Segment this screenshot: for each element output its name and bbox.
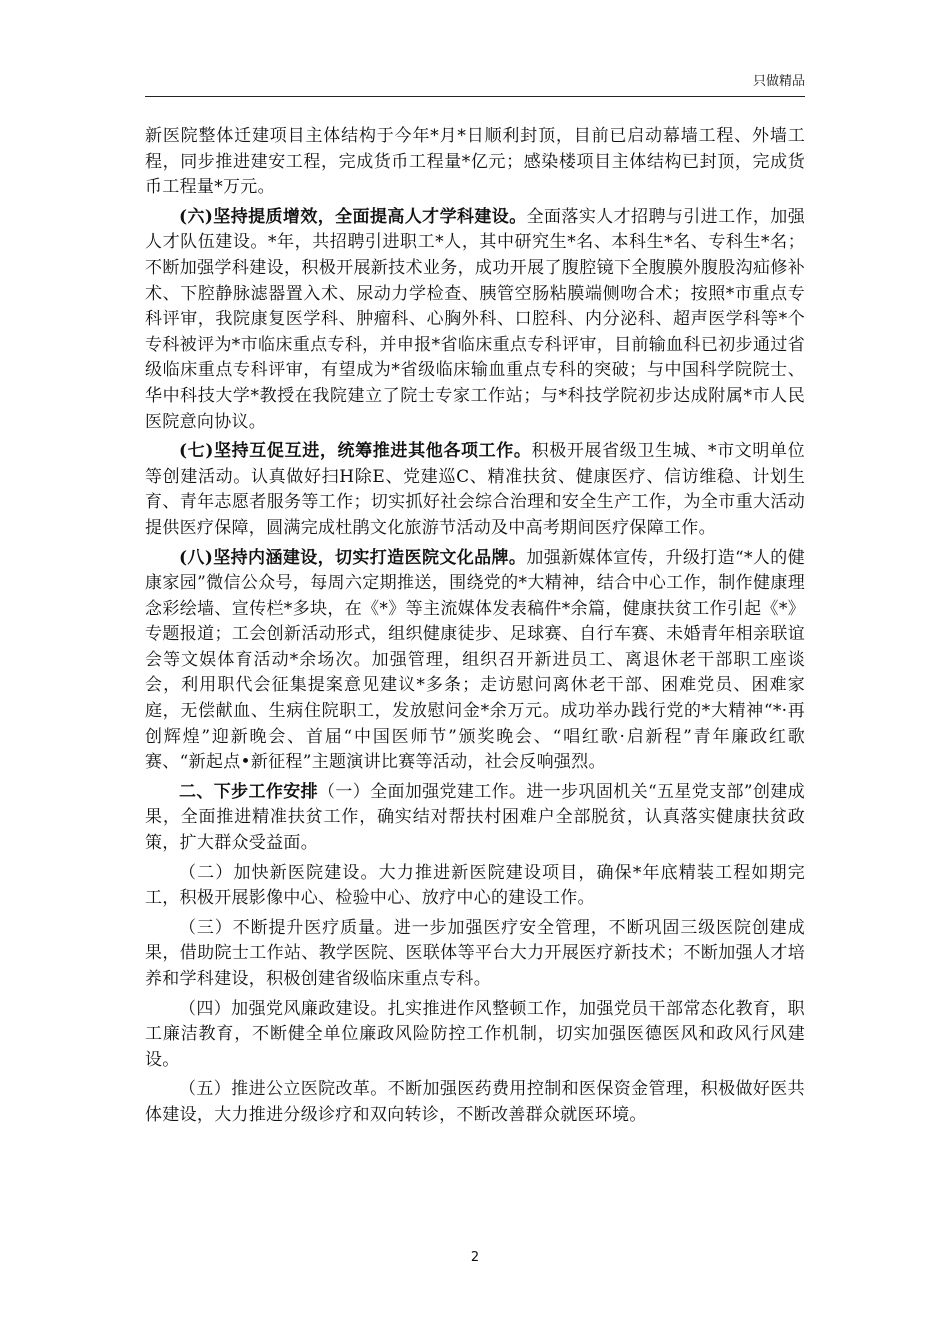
header-divider	[145, 96, 805, 97]
paragraph-2	[145, 205, 805, 435]
paragraph-body: （五）推进公立医院改革。不断加强医药费用控制和医保资金管理，积极做好医共体建设，大力推进分级诊疗和双向转诊，不断改善群众就医环境。	[145, 1079, 805, 1125]
paragraph-body: （三）不断提升医疗质量。进一步加强医疗安全管理，不断巩固三级医院创建成果，借助院士工作站、教学医院、医联体等平台大力开展医疗新技术；不断加强人才培养和学科建设，积极创建省级临床重点专科。	[145, 917, 805, 989]
paragraph-5	[145, 780, 805, 857]
paragraph-body: 新医院整体迁建项目主体结构于今年*月*日顺利封顶，目前已启动幕墙工程、外墙工程，同步推进建安工程，完成货币工程量*亿元；感染楼项目主体结构已封顶，完成货币工程量*万元。	[145, 126, 805, 198]
paragraph-8	[145, 997, 805, 1074]
section-heading-next-steps: 二、下步工作安排	[179, 781, 318, 802]
paragraph-body: （四）加强党风廉政建设。扎实推进作风整顿工作，加强党员干部常态化教育，职工廉洁教育，不断健全单位廉政风险防控工作机制，切实加强医德医风和政风行风建设。	[145, 998, 805, 1070]
paragraph-1	[145, 124, 805, 201]
paragraph-4	[145, 546, 805, 776]
paragraph-body: 积极开展省级卫生城、*市文明单位等创建活动。认真做好扫H除E、党建巡C、精准扶贫、健康医疗、信访维稳、计划生育、青年志愿者服务等工作；切实抓好社会综合治理和安全生产工作，为全市重大活动提供医疗保障，圆满完成杜鹃文化旅游节活动及中高考期间医疗保障工作。	[145, 441, 805, 538]
paragraph-3	[145, 439, 805, 541]
document-body	[145, 124, 805, 1133]
section-heading-6: (六)坚持提质增效，全面提高人才学科建设。	[179, 206, 527, 227]
paragraph-body: （二）加快新医院建设。大力推进新医院建设项目，确保*年底精装工程如期完工，积极开展影像中心、检验中心、放疗中心的建设工作。	[145, 862, 805, 909]
paragraph-9	[145, 1077, 805, 1128]
paragraph-body: （一）全面加强党建工作。进一步巩固机关“五星党支部”创建成果，全面推进精准扶贫工作，确实结对帮扶村困难户全部脱贫，认真落实健康扶贫政策，扩大群众受益面。	[145, 781, 805, 854]
paragraph-body: 全面落实人才招聘与引进工作，加强人才队伍建设。*年，共招聘引进职工*人，其中研究生*名、本科生*名、专科生*名；不断加强学科建设，积极开展新技术业务，成功开展了腹腔镜下全腹膜外腹股沟疝修补术、下腔静脉滤器置入术、尿动力学检查、胰管空肠粘膜端侧吻合术；按照*市重点专科评审，我院康复医学科、肿瘤科、心胸外科、口腔科、内分泌科、超声医学科等*个专科被评为*市临床重点专科，并申报*省临床重点专科评审，目前输血科已初步通过省级临床重点专科评审，有望成为*省级临床输血重点专科的突破；与中国科学院院士、华中科技大学*教授在我院建立了院士专家工作站；与*科技学院初步达成附属*市人民医院意向协议。	[145, 206, 805, 432]
paragraph-body: 加强新媒体宣传，升级打造“*人的健康家园”微信公众号，每周六定期推送，围绕党的*大精神，结合中心工作，制作健康理念彩绘墙、宣传栏*多块，在《*》等主流媒体发表稿件*余篇，健康扶贫工作引起《*》专题报道；工会创新活动形式，组织健康徒步、足球赛、自行车赛、未婚青年相亲联谊会等文娱体育活动*余场次。加强管理，组织召开新进员工、离退休老干部职工座谈会，利用职代会征集提案意见建议*多条；走访慰问离休老干部、困难党员、困难家庭，无偿献血、生病住院职工，发放慰问金*余万元。成功举办践行党的*大精神“*·再创辉煌”迎新晚会、首届“中国医师节”颁奖晚会、“唱红歌·启新程”青年廉政红歌赛、“新起点•新征程”主题演讲比赛等活动，社会反响强烈。	[145, 547, 805, 773]
page-number: 2	[470, 1250, 480, 1265]
section-heading-7: (七)坚持互促互进，统筹推进其他各项工作。	[179, 441, 532, 462]
page-header: 只做精品	[752, 74, 805, 89]
section-heading-8: (八)坚持内涵建设，切实打造医院文化品牌。	[179, 547, 527, 568]
paragraph-7	[145, 916, 805, 993]
paragraph-6	[145, 861, 805, 912]
